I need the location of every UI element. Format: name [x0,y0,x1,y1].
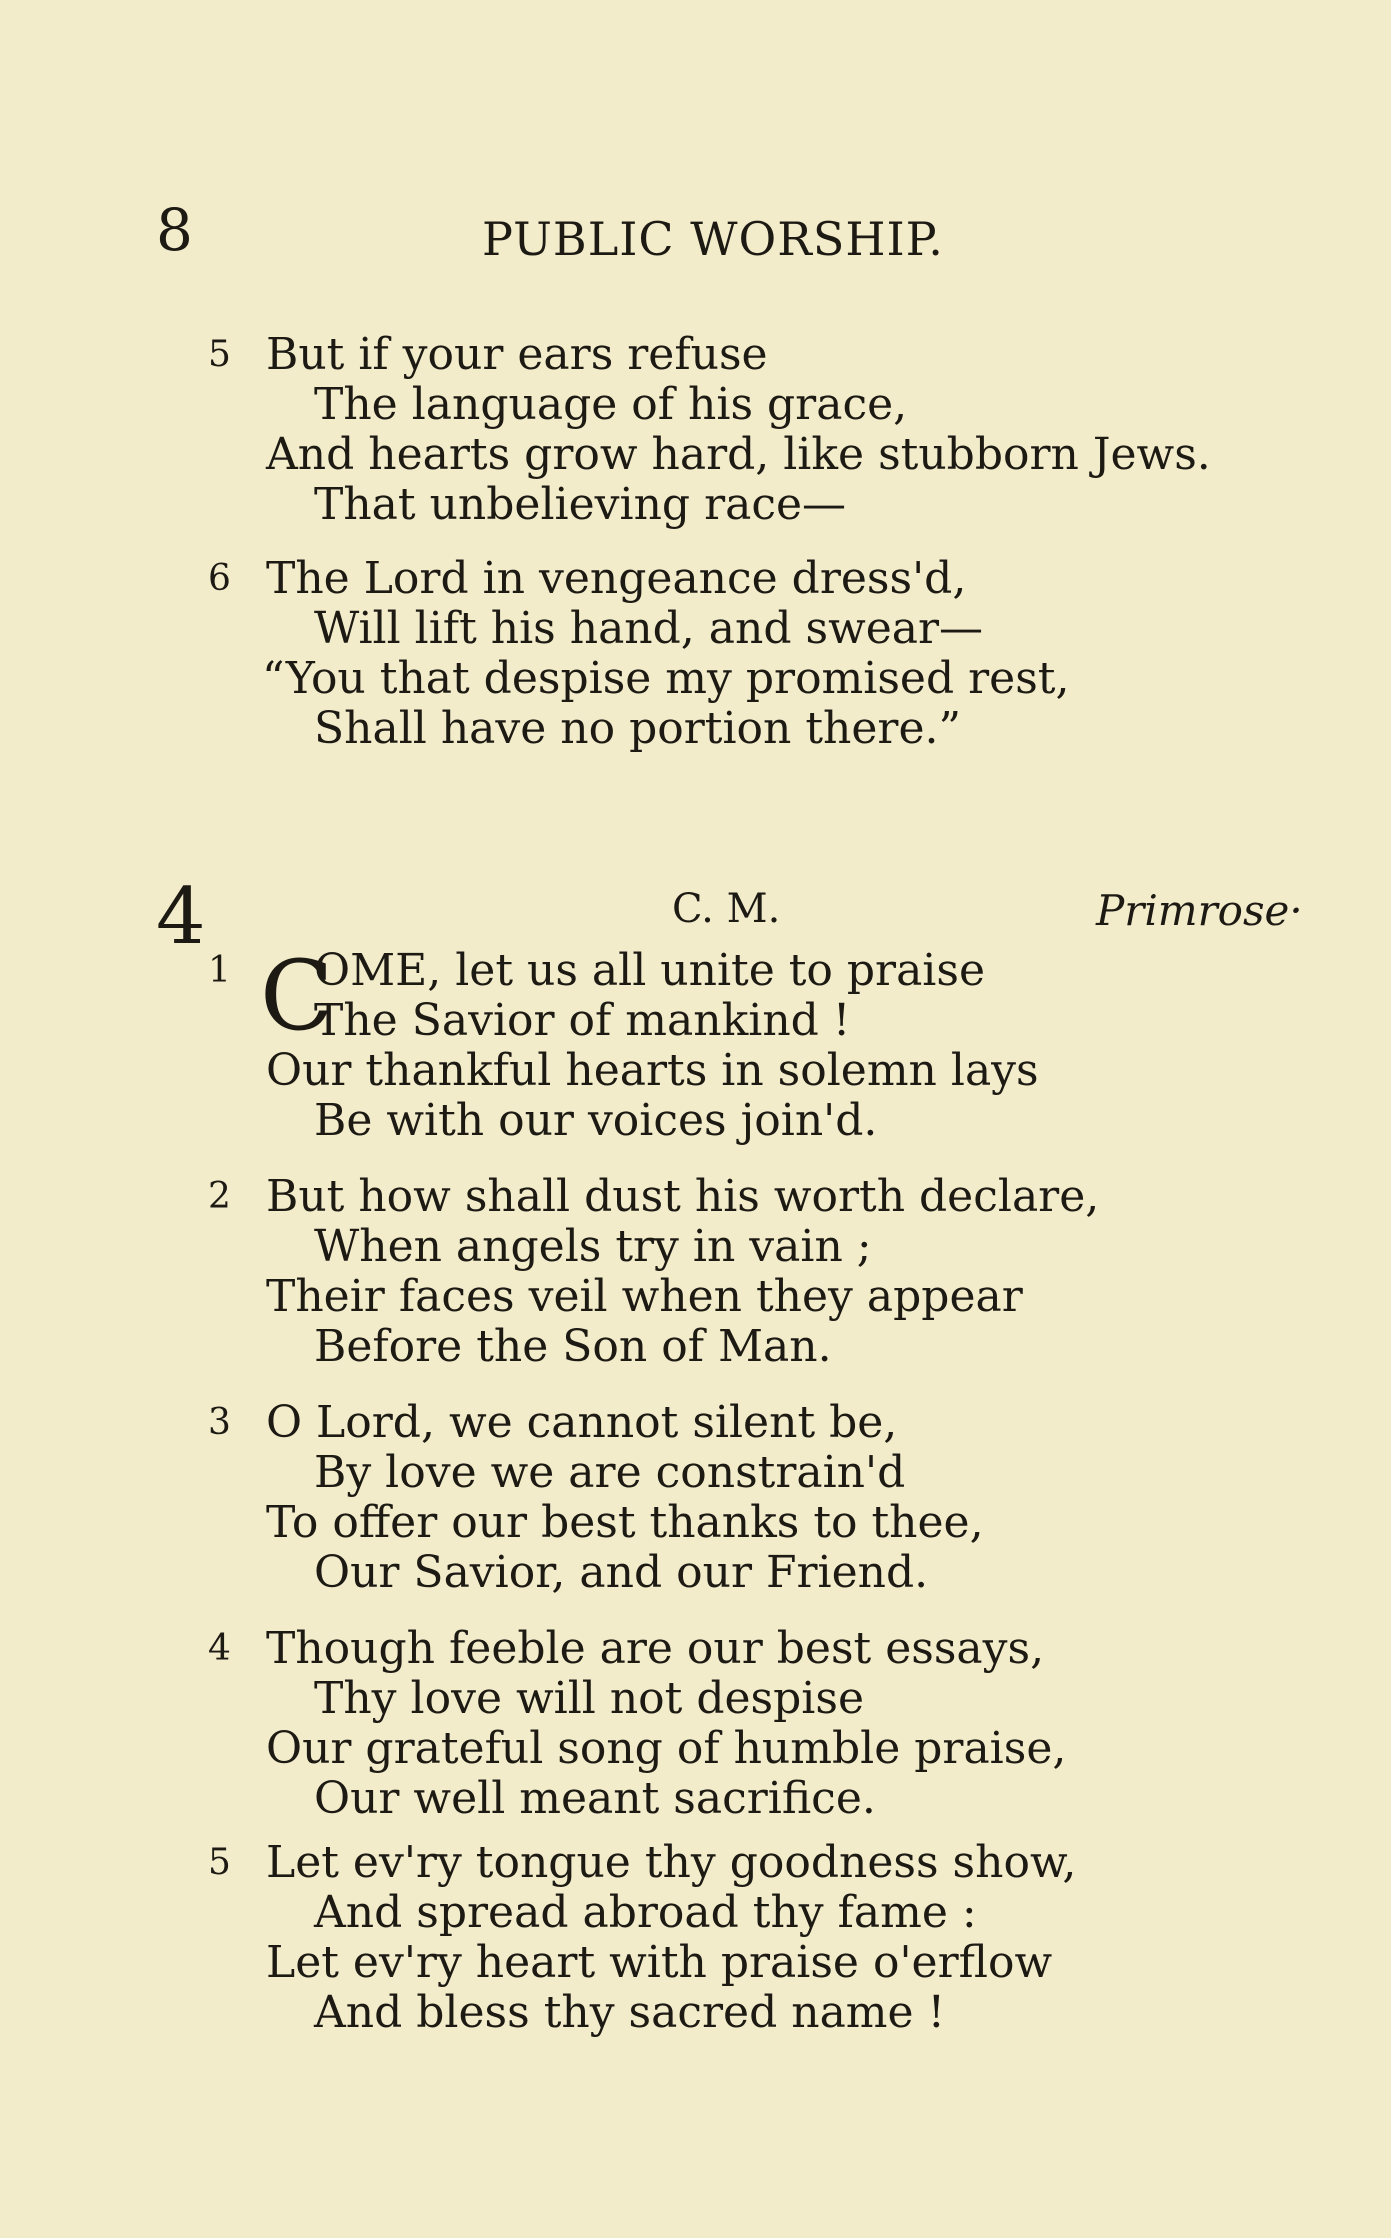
page-number: 8 [156,196,193,264]
verse-line: The language of his grace, [314,379,908,430]
verse-line: Will lift his hand, and swear— [314,603,984,654]
verse-line: Shall have no portion there.” [314,703,961,754]
stanza-number: 1 [208,950,231,991]
verse-line: But if your ears refuse [266,329,768,380]
stanza-number: 5 [208,334,231,375]
verse-line: The Lord in vengeance dress'd, [266,553,967,604]
verse-line: Our Savior, and our Friend. [314,1547,929,1598]
verse-line: “You that despise my promised rest, [262,653,1070,704]
stanza-number: 6 [208,558,231,599]
verse-line: Their faces veil when they appear [266,1271,1023,1322]
verse-line: Be with our voices join'd. [314,1095,878,1146]
tune-name: Primrose· [1096,886,1303,935]
continued-stanza-6 [208,554,1358,754]
running-title: PUBLIC WORSHIP. [482,212,944,266]
verse-line: Let ev'ry heart with praise o'erflow [266,1937,1053,1988]
hymn-stanza-4 [208,1624,1358,1824]
drop-cap: C [260,940,334,1052]
hymn-number: 4 [156,872,206,962]
hymn-meter: C. M. [672,886,781,932]
verse-line: OME, let us all unite to praise [314,945,985,996]
verse-line: O Lord, we cannot silent be, [266,1397,898,1448]
continued-stanza-5 [208,330,1358,530]
running-head [156,196,1256,266]
stanza-number: 3 [208,1402,231,1443]
verse-line: Before the Son of Man. [314,1321,832,1372]
stanza-number: 2 [208,1176,231,1217]
stanza-number: 5 [208,1842,231,1883]
verse-line: To offer our best thanks to thee, [266,1497,984,1548]
hymn-stanza-2 [208,1172,1358,1372]
verse-line: By love we are constrain'd [314,1447,906,1498]
verse-line: But how shall dust his worth declare, [266,1171,1100,1222]
verse-line: Our well meant sacrifice. [314,1773,876,1824]
stanza-number: 4 [208,1628,231,1669]
verse-line: Our thankful hearts in solemn lays [266,1045,1039,1096]
hymn-stanza-5 [208,1838,1358,2038]
verse-line: Though feeble are our best essays, [266,1623,1045,1674]
verse-line: And bless thy sacred name ! [314,1987,946,2038]
verse-line: That unbelieving race— [314,479,847,530]
verse-line: Let ev'ry tongue thy goodness show, [266,1837,1077,1888]
verse-line: Our grateful song of humble praise, [266,1723,1067,1774]
hymn-header [156,872,1336,962]
verse-line: And hearts grow hard, like stubborn Jews. [266,429,1211,480]
verse-line: When angels try in vain ; [314,1221,872,1272]
hymn-stanza-3 [208,1398,1358,1598]
verse-line: And spread abroad thy fame : [314,1887,977,1938]
verse-line: Thy love will not despise [314,1673,864,1724]
hymn-stanza-1 [208,940,1358,1146]
verse-line: The Savior of mankind ! [314,995,851,1046]
